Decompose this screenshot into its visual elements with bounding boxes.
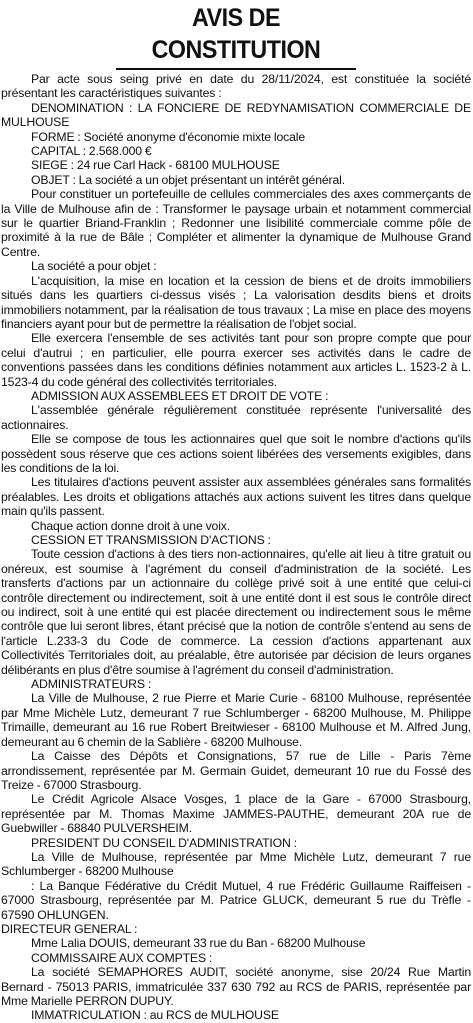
- paragraph: La Ville de Mulhouse, 2 rue Pierre et Marie Curie - 68100 Mulhouse, représentée par Mme Michèle Lutz, demeurant 7 rue Schlumberger - 68200 Mulhouse, M. Philippe Trimaille, demeurant au 16 rue Robert Breitwieser - 68100 Mulhouse et M. Alfred Jung, demeurant au 6 chemin de la Sablière - 68200 Mulhouse.: [1, 691, 471, 749]
- paragraph: Les titulaires d'actions peuvent assister aux assemblées générales sans formalités préalables. Les droits et obligations attachés aux actions suivent les titres dans quelque main qu'ils passent.: [1, 475, 471, 519]
- notice-body: [1, 72, 471, 1023]
- paragraph: : La Banque Fédérative du Crédit Mutuel, 4 rue Frédéric Guillaume Raiffeisen - 67000 Strasbourg, représentée par M. Patrice GLUCK, demeurant 5 rue du Trèfle - 67590 OHLUNGEN.: [1, 878, 471, 922]
- paragraph: OBJET : La société a un objet présentant un intérêt général.: [31, 172, 345, 187]
- paragraph: DENOMINATION : LA FONCIERE DE REDYNAMISATION COMMERCIALE DE MULHOUSE: [1, 100, 471, 130]
- notice-title: AVIS DE CONSTITUTION: [116, 2, 356, 70]
- paragraph: La Caisse des Dépôts et Consignations, 57 rue de Lille - Paris 7ème arrondissement, représentée par M. Germain Guidet, demeurant 10 rue du Fossé des Treize - 67000 Strasbourg.: [1, 749, 471, 792]
- paragraph: L'acquisition, la mise en location et la cession de biens et de droits immobiliers situés dans les quartiers ci-dessus visés ; La valorisation desdits biens et droits immobiliers notamment, par la réalisation de tous travaux ; La mise en place des moyens financiers ayant pour but de permettre la réalisation de l'objet social.: [1, 273, 471, 331]
- paragraph: DIRECTEUR GENERAL :: [1, 921, 138, 936]
- paragraph: ADMISSION AUX ASSEMBLEES ET DROIT DE VOTE :: [31, 388, 329, 403]
- paragraph: SIEGE : 24 rue Carl Hack - 68100 MULHOUSE: [31, 158, 280, 173]
- paragraph: IMMATRICULATION : au RCS de MULHOUSE: [31, 1008, 279, 1023]
- paragraph: Pour constituer un portefeuille de cellules commerciales des axes commerçants de la Ville de Mulhouse afin de : Transformer le paysage urbain et notamment commercial sur le quartier Briand-Franklin ; Redonner une lisibilité commerciale comme pôle de proximité à la rue de Bâle ; Compléter et alimenter la dynamique de Mulhouse Grand Centre.: [1, 187, 471, 259]
- paragraph: Elle se compose de tous les actionnaires quel que soit le nombre d'actions qu'ils possèdent sous réserve que ces actions soient libérées des versements exigibles, dans les conditions de la loi.: [1, 432, 471, 475]
- paragraph: FORME : Société anonyme d'économie mixte locale: [31, 129, 306, 144]
- paragraph: Chaque action donne droit à une voix.: [31, 518, 231, 533]
- paragraph: COMMISSAIRE AUX COMPTES :: [31, 950, 213, 965]
- paragraph: Mme Lalia DOUIS, demeurant 33 rue du Ban - 68200 Mulhouse: [31, 936, 366, 951]
- paragraph: CESSION ET TRANSMISSION D'ACTIONS :: [31, 533, 271, 547]
- paragraph: L'assemblée générale régulièrement constituée représente l'universalité des actionnaires.: [1, 403, 471, 432]
- paragraph: La Ville de Mulhouse, représentée par Mme Michèle Lutz, demeurant 7 rue Schlumberger - 68200 Mulhouse: [1, 849, 471, 879]
- paragraph: Elle exercera l'ensemble de ses activités tant pour son propre compte que pour celui d'autrui ; en particulier, elle pourra exercer ses activités dans le cadre de conventions passées dans les conditions définies notamment aux articles L. 1523-2 à L. 1523-4 du code général des collectivités territoriales.: [1, 331, 471, 389]
- paragraph: Toute cession d'actions à des tiers non-actionnaires, qu'elle ait lieu à titre gratuit ou onéreux, est soumise à l'agrément du conseil d'administration de la société. Les transferts d'actions par un actionnaire du collège privé soit à une entité que celui-ci contrôle directement ou indirectement, soit à une entité dont il est sous le contrôle direct ou indirect, soit à une entité qui est placée directement ou indirectement sous le même contrôle que lui seront libres, étant précisé que la notion de contrôle s'entend au sens de l'article L.233-3 du Code de commerce. La cession d'actions appartenant aux Collectivités Territoriales doit, au préalable, être autorisée par décision de leurs organes délibérants en plus d'être soumise à l'agrément du conseil d'administration.: [1, 547, 471, 677]
- paragraph: PRESIDENT DU CONSEIL D'ADMINISTRATION :: [31, 835, 297, 850]
- paragraph: Par acte sous seing privé en date du 28/11/2024, est constituée la société présentant les caractéristiques suivantes :: [1, 72, 471, 101]
- paragraph: Le Crédit Agricole Alsace Vosges, 1 place de la Gare - 67000 Strasbourg, représentée par M. Thomas Maxime JAMMES-PAUTHE, demeurant 20A rue de Guebwiller - 68840 PULVERSHEIM.: [1, 792, 471, 836]
- paragraph: CAPITAL : 2.568.000 €: [31, 144, 152, 159]
- paragraph: La société a pour objet :: [31, 259, 157, 274]
- paragraph: ADMINISTRATEURS :: [31, 677, 152, 692]
- paragraph: La société SEMAPHORES AUDIT, société anonyme, sise 20/24 Rue Martin Bernard - 75013 PARIS, immatriculée 337 630 792 au RCS de PARIS, représentée par Mme Marielle PERRON DUPUY.: [1, 965, 471, 1008]
